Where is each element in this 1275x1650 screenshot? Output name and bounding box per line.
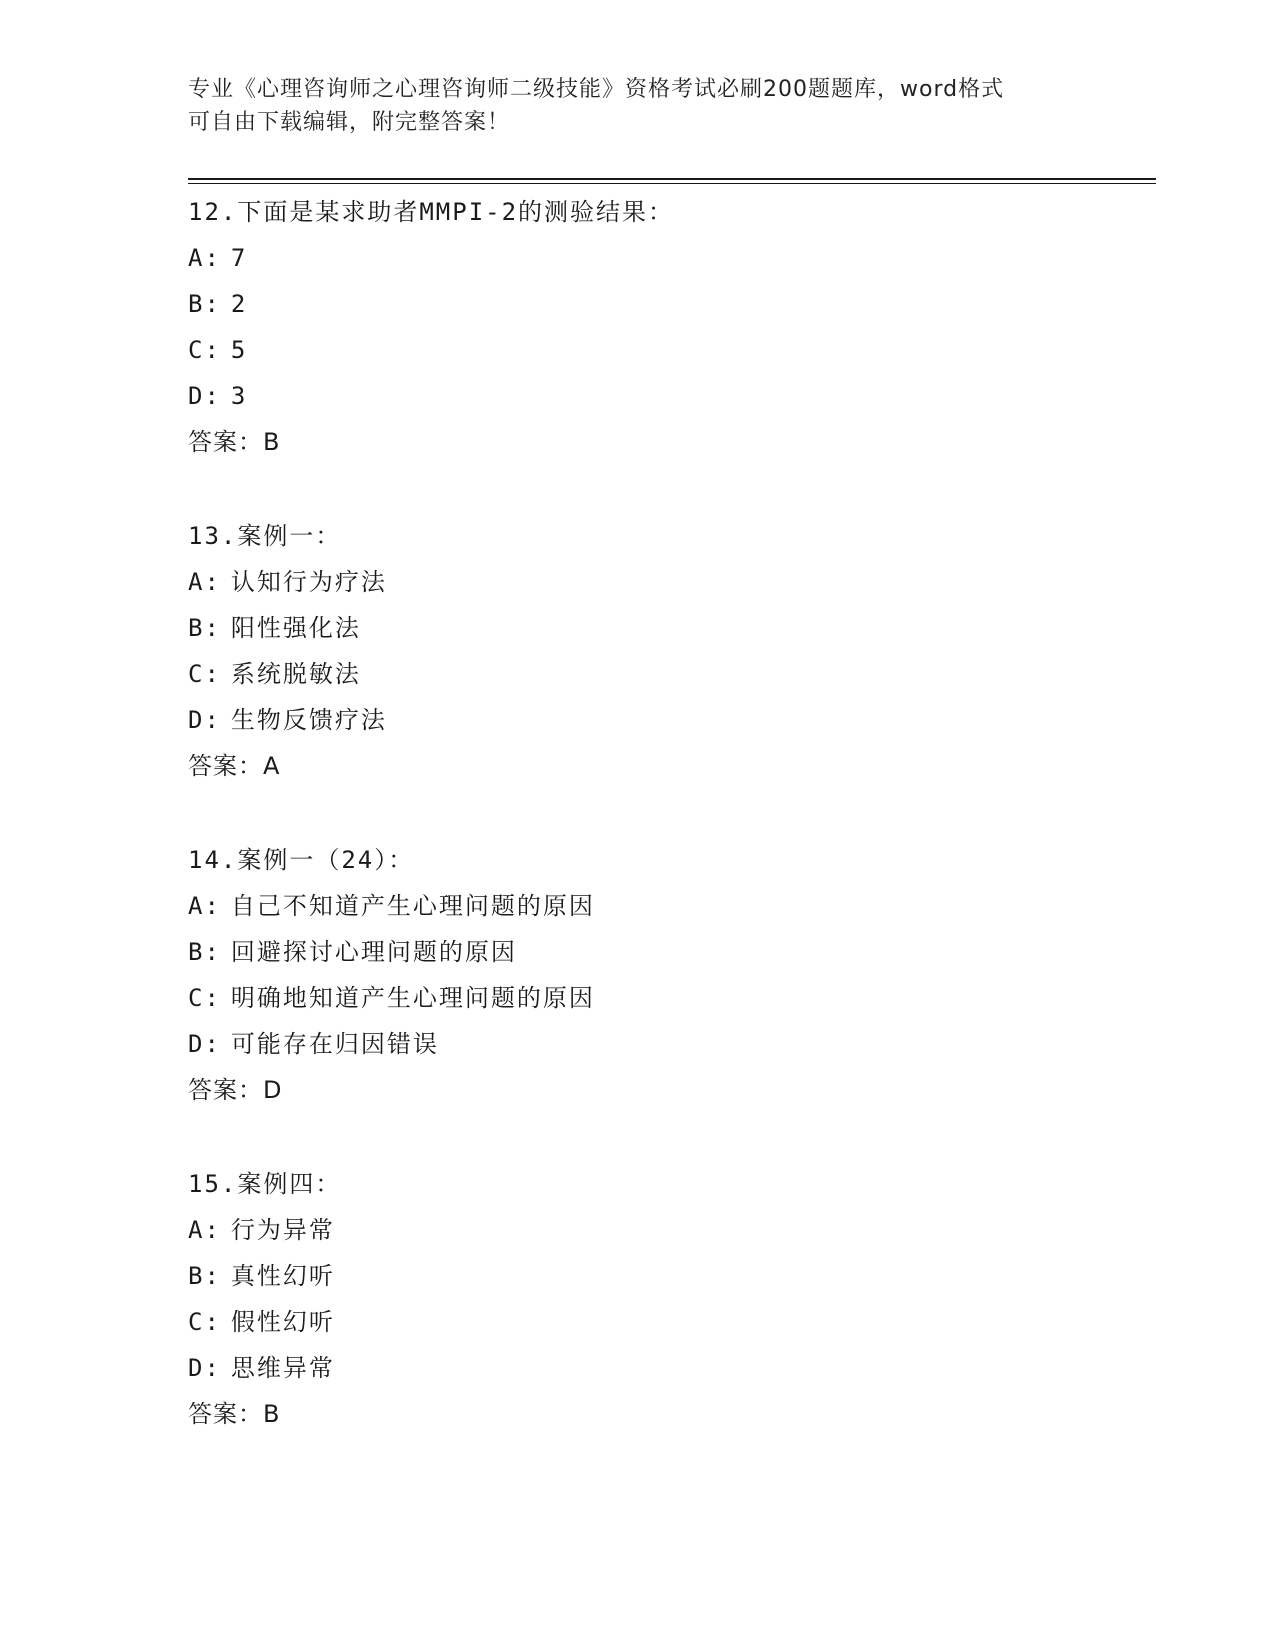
option-letter: D:: [188, 706, 221, 734]
option-text: 假性幻听: [230, 1308, 335, 1336]
option-letter: D:: [188, 382, 221, 410]
option-text: 回避探讨心理问题的原因: [230, 938, 517, 966]
option-c: [188, 1299, 1148, 1345]
option-letter: B:: [188, 1262, 221, 1290]
option-text: 系统脱敏法: [230, 660, 361, 688]
option-text: 2: [230, 290, 248, 318]
option-letter: B:: [188, 290, 221, 318]
question-title: 15.案例四：: [188, 1170, 342, 1198]
option-letter: D:: [188, 1030, 221, 1058]
option-letter: C:: [188, 336, 221, 364]
option-c: [188, 975, 1148, 1021]
option-text: 行为异常: [230, 1216, 335, 1244]
option-b: [188, 281, 1148, 327]
option-text: 7: [230, 244, 248, 272]
answer-line: [188, 1391, 1148, 1437]
answer-value: B: [263, 1400, 281, 1428]
answer-value: B: [263, 428, 281, 456]
option-c: [188, 651, 1148, 697]
option-a: [188, 883, 1148, 929]
option-text: 真性幻听: [230, 1262, 335, 1290]
option-text: 可能存在归因错误: [230, 1030, 439, 1058]
option-a: [188, 1207, 1148, 1253]
option-letter: A:: [188, 1216, 221, 1244]
option-letter: B:: [188, 938, 221, 966]
option-letter: C:: [188, 660, 221, 688]
question-item: [188, 513, 1148, 789]
answer-line: [188, 1067, 1148, 1113]
option-a: [188, 559, 1148, 605]
option-letter: C:: [188, 984, 221, 1012]
option-b: [188, 1253, 1148, 1299]
option-text: 阳性强化法: [230, 614, 361, 642]
question-item: [188, 837, 1148, 1113]
header-divider-thick: [188, 178, 1156, 180]
question-title: 14.案例一（24）：: [188, 846, 415, 874]
option-text: 5: [230, 336, 248, 364]
option-letter: A:: [188, 892, 221, 920]
answer-label: 答案：: [188, 1076, 263, 1104]
option-b: [188, 605, 1148, 651]
header-line-2: 可自由下载编辑，附完整答案！: [188, 110, 511, 135]
option-text: 认知行为疗法: [230, 568, 387, 596]
header-line-1: 专业《心理咨询师之心理咨询师二级技能》资格考试必刷200题题库，word格式: [188, 77, 1005, 102]
document-header: [188, 73, 1088, 139]
answer-line: [188, 419, 1148, 465]
option-d: [188, 697, 1148, 743]
question-list: [188, 189, 1148, 1437]
answer-label: 答案：: [188, 428, 263, 456]
option-letter: A:: [188, 244, 221, 272]
option-letter: A:: [188, 568, 221, 596]
option-letter: D:: [188, 1354, 221, 1382]
option-text: 思维异常: [230, 1354, 335, 1382]
answer-label: 答案：: [188, 752, 263, 780]
option-text: 明确地知道产生心理问题的原因: [230, 984, 595, 1012]
option-c: [188, 327, 1148, 373]
option-d: [188, 373, 1148, 419]
question-item: [188, 1161, 1148, 1437]
answer-value: D: [263, 1076, 283, 1104]
option-a: [188, 235, 1148, 281]
option-text: 生物反馈疗法: [230, 706, 387, 734]
option-text: 3: [230, 382, 248, 410]
option-letter: C:: [188, 1308, 221, 1336]
question-title: 13.案例一：: [188, 522, 342, 550]
header-divider-thin: [188, 183, 1156, 184]
answer-line: [188, 743, 1148, 789]
question-title: 12.下面是某求助者MMPI-2的测验结果：: [188, 198, 675, 226]
answer-value: A: [263, 752, 281, 780]
answer-label: 答案：: [188, 1400, 263, 1428]
option-d: [188, 1021, 1148, 1067]
option-b: [188, 929, 1148, 975]
option-d: [188, 1345, 1148, 1391]
question-item: [188, 189, 1148, 465]
option-letter: B:: [188, 614, 221, 642]
option-text: 自己不知道产生心理问题的原因: [230, 892, 595, 920]
